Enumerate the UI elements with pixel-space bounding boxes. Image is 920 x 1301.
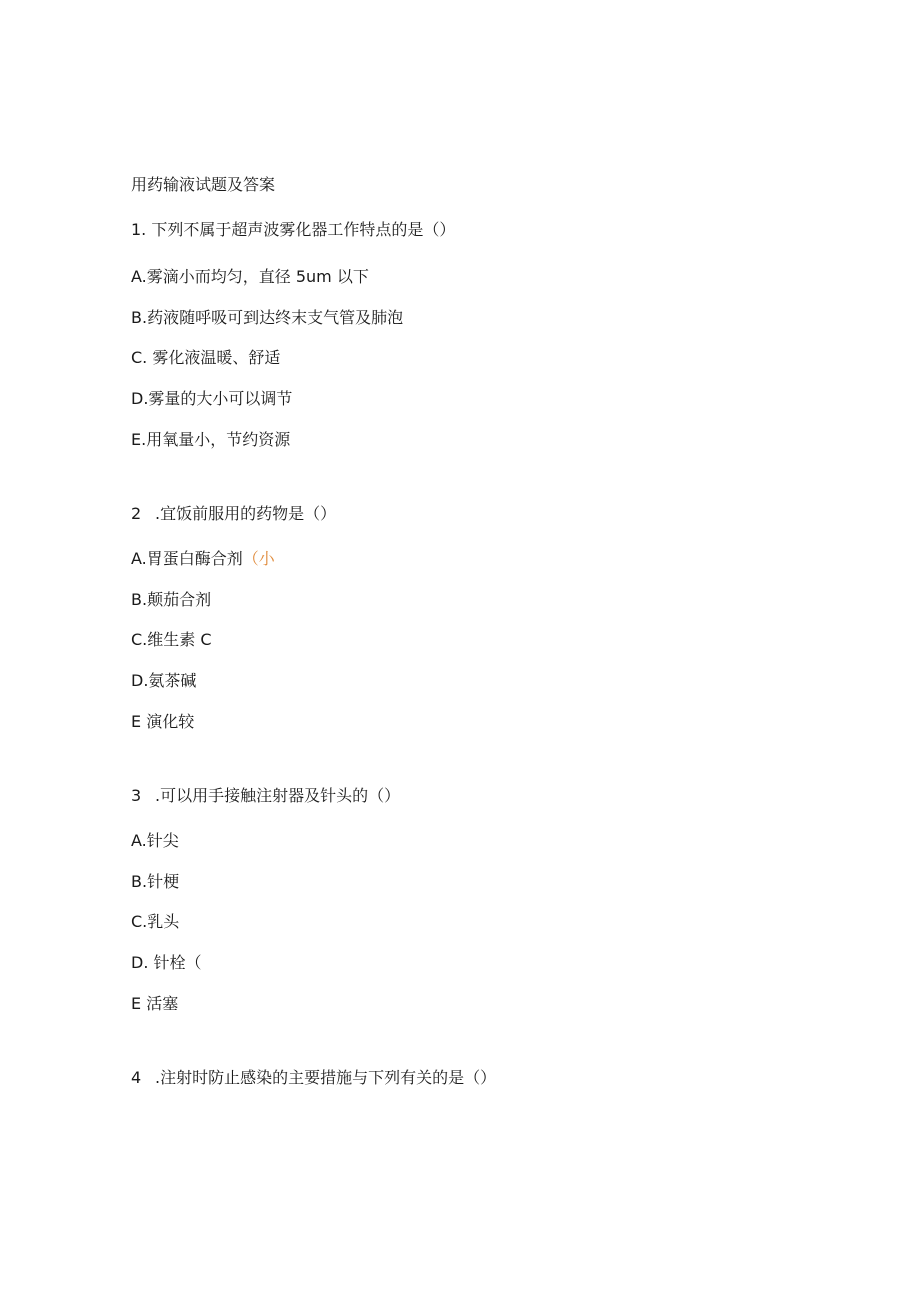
question-2 [131,504,336,524]
question-1-stem: 1. 下列不属于超声波雾化器工作特点的是（） [131,220,456,239]
question-2-option-c: C.维生素 C [131,630,212,649]
question-3-option-d: D. 针栓（ [131,953,202,972]
document-title: 用药输液试题及答案 [131,175,276,194]
question-1-option-d: D.雾量的大小可以调节 [131,389,293,408]
question-2-number: 2 [131,504,142,523]
question-2-option-a [131,549,275,569]
question-2-option-a-text: A.胃蛋白酶合剂 [131,549,243,568]
question-3 [131,786,400,806]
question-1-option-b: B.药液随呼吸可到达终末支气管及肺泡 [131,308,404,327]
question-2-option-b: B.颠茄合剂 [131,590,212,609]
question-3-stem: .可以用手接触注射器及针头的（） [155,786,401,805]
question-2-option-e: E 演化较 [131,712,195,731]
question-4-number: 4 [131,1068,142,1087]
question-1-option-a: A.雾滴小而均匀，直径 5um 以下 [131,267,369,286]
question-3-option-a: A.针尖 [131,831,179,850]
question-2-stem: .宜饭前服用的药物是（） [155,504,337,523]
question-3-option-e: E 活塞 [131,994,179,1013]
question-3-option-b: B.针梗 [131,872,180,891]
question-2-option-d: D.氨茶碱 [131,671,197,690]
question-3-option-c: C.乳头 [131,912,180,931]
question-3-number: 3 [131,786,142,805]
question-4-stem: .注射时防止感染的主要措施与下列有关的是（） [155,1068,497,1087]
question-4 [131,1068,496,1088]
question-2-option-a-annotation: （小 [242,549,275,568]
question-1-option-c: C. 雾化液温暖、舒适 [131,348,281,367]
question-1-option-e: E.用氧量小，节约资源 [131,430,291,449]
